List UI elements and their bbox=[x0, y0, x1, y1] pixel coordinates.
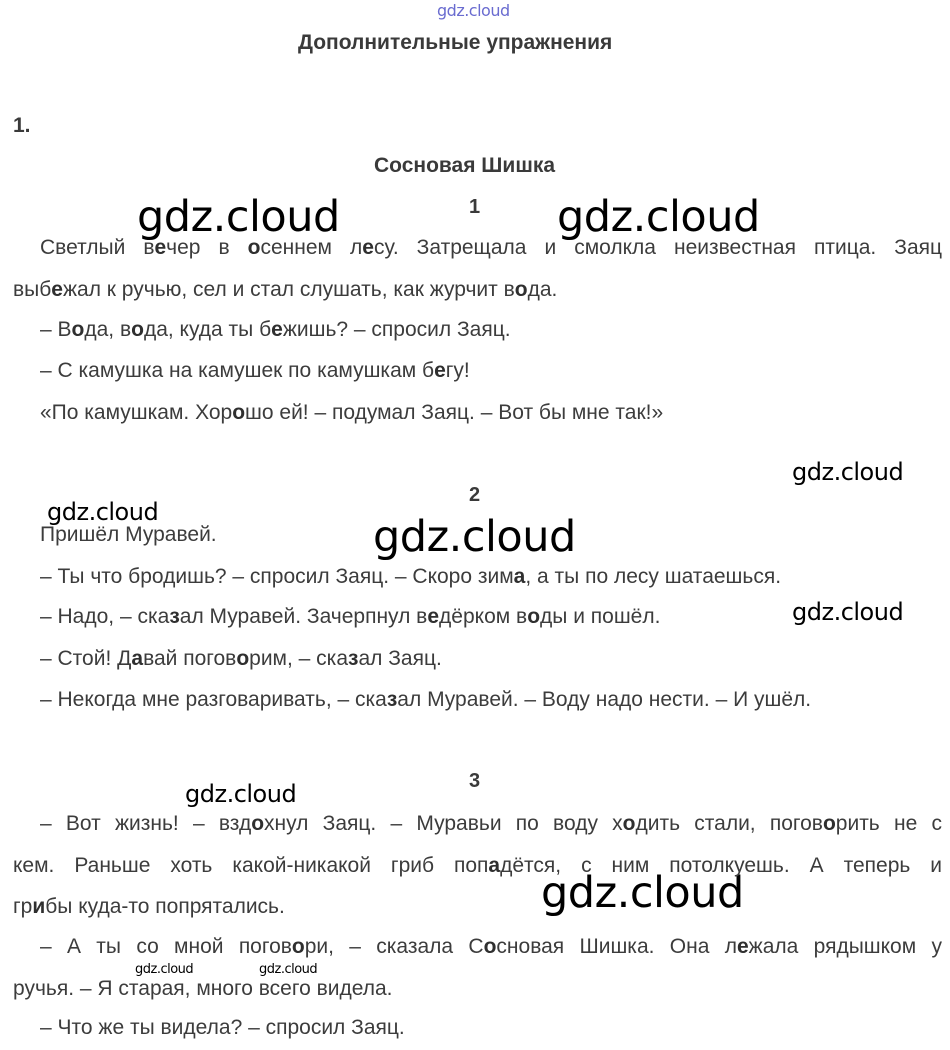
section-number: 3 bbox=[469, 770, 481, 792]
text-line: – Стой! Давай поговорим, – сказал Заяц. bbox=[40, 647, 442, 670]
watermark: gdz.cloud bbox=[541, 868, 744, 918]
watermark: gdz.cloud bbox=[135, 962, 194, 977]
text-line: – Надо, – сказал Муравей. Зачерпнул ведёрком воды и пошёл. bbox=[40, 605, 661, 628]
text-line: – А ты со мной поговори, – сказала Сосновая Шишка. Она лежала рядышком у bbox=[40, 935, 942, 958]
watermark-top: gdz.cloud bbox=[437, 1, 510, 20]
watermark: gdz.cloud bbox=[185, 780, 297, 808]
watermark: gdz.cloud bbox=[259, 962, 318, 977]
text-line: «По камушкам. Хорошо ей! – подумал Заяц. – Вот бы мне так!» bbox=[40, 401, 664, 424]
text-line: – Что же ты видела? – спросил Заяц. bbox=[40, 1016, 405, 1039]
watermark: gdz.cloud bbox=[47, 498, 159, 526]
watermark: gdz.cloud bbox=[373, 512, 576, 562]
text-line: – С камушка на камушек по камушкам бегу! bbox=[40, 359, 470, 382]
watermark: gdz.cloud bbox=[792, 458, 904, 486]
exercise-number: 1. bbox=[13, 114, 31, 137]
text-line: кем. Раньше хоть какой-никакой гриб попадётся, с ним потолкуешь. А теперь и bbox=[13, 854, 942, 877]
story-title: Сосновая Шишка bbox=[374, 154, 556, 177]
watermark: gdz.cloud bbox=[792, 598, 904, 626]
text-line: выбежал к ручью, сел и стал слушать, как журчит вода. bbox=[13, 278, 558, 301]
watermark: gdz.cloud bbox=[557, 192, 760, 242]
page-title: Дополнительные упражнения bbox=[298, 31, 613, 54]
text-line: – Вот жизнь! – вздохнул Заяц. – Муравьи по воду ходить стали, поговорить не с bbox=[40, 812, 942, 835]
text-line: – Ты что бродишь? – спросил Заяц. – Скоро зима, а ты по лесу шатаешься. bbox=[40, 565, 782, 588]
text-line: – Некогда мне разговаривать, – сказал Муравей. – Воду надо нести. – И ушёл. bbox=[40, 688, 812, 711]
section-number: 2 bbox=[469, 484, 481, 506]
text-line: грибы куда-то попрятались. bbox=[13, 895, 285, 918]
text-line: – Вода, вода, куда ты бежишь? – спросил Заяц. bbox=[40, 318, 511, 341]
text-line: Светлый вечер в осеннем лесу. Затрещала и смолкла неизвестная птица. Заяц bbox=[40, 236, 943, 259]
text-line: ручья. – Я старая, много всего видела. bbox=[13, 977, 393, 1000]
section-number: 1 bbox=[469, 196, 481, 218]
text-line: Пришёл Муравей. bbox=[40, 523, 217, 546]
watermark: gdz.cloud bbox=[137, 192, 340, 242]
